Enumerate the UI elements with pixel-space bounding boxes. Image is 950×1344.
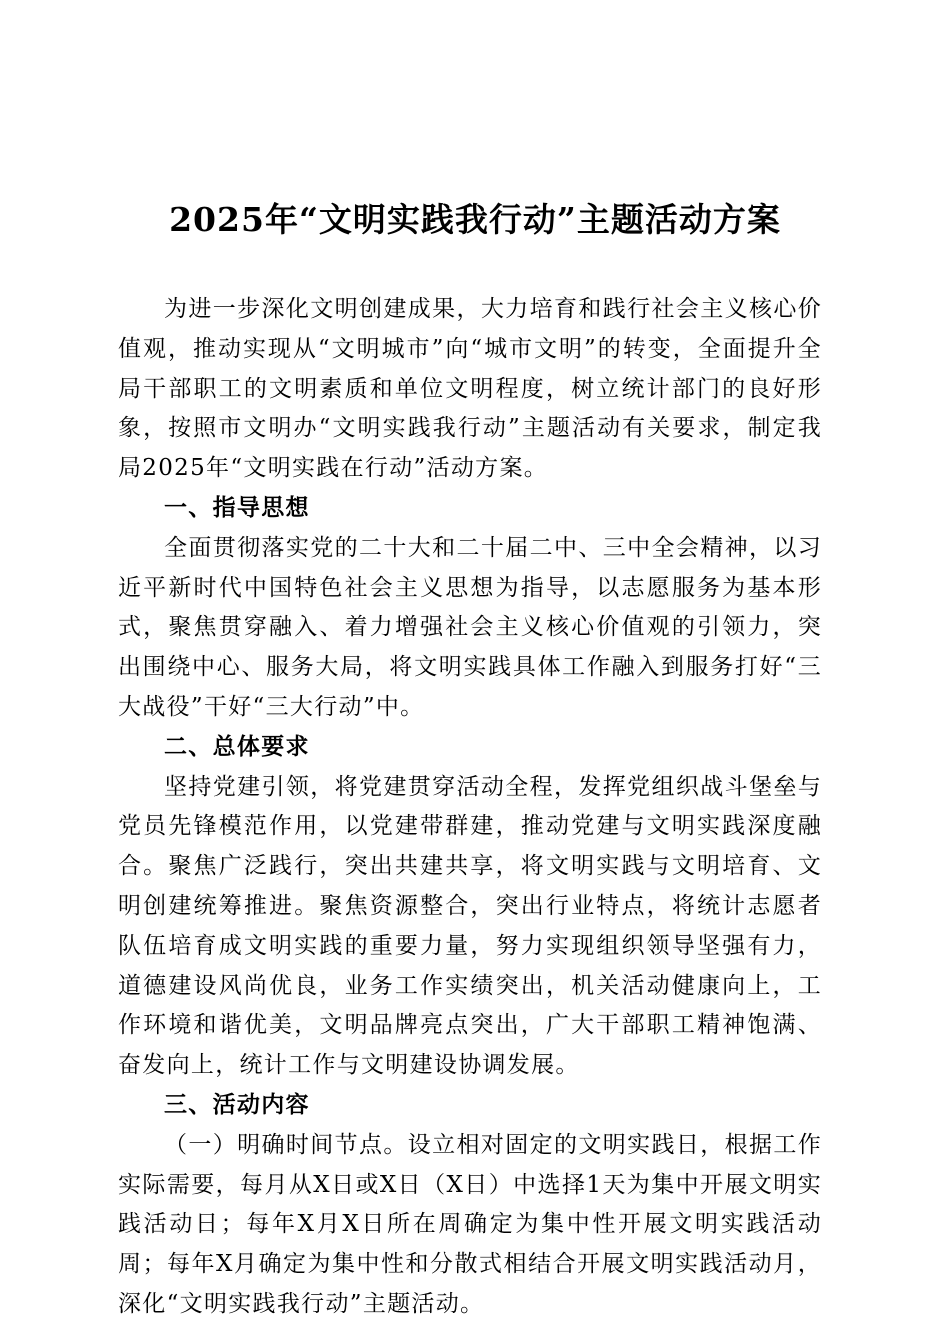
section-paragraph-guiding-ideology: 全面贯彻落实党的二十大和二十届二中、三中全会精神，以习近平新时代中国特色社会主义思想为指导，以志愿服务为基本形式，聚焦贯穿融入、着力增强社会主义核心价值观的引领力，突出围绕中心、服务大局，将文明实践具体工作融入到服务打好“三大战役”干好“三大行动”中。 (118, 534, 822, 720)
section-heading-guiding-ideology: 一、指导思想 (164, 494, 310, 521)
section-paragraph-general-requirements: 坚持党建引领，将党建贯穿活动全程，发挥党组织战斗堡垒与党员先锋模范作用，以党建带群建，推动党建与文明实践深度融合。聚焦广泛践行，突出共建共享，将文明实践与文明培育、文明创建统筹推进。聚焦资源整合，突出行业特点，将统计志愿者队伍培育成文明实践的重要力量，努力实现组织领导坚强有力，道德建设风尚优良，业务工作实绩突出，机关活动健康向上，工作环境和谐优美，文明品牌亮点突出，广大干部职工精神饱满、奋发向上，统计工作与文明建设协调发展。 (118, 773, 822, 1079)
section-paragraph-activity-content: （一）明确时间节点。设立相对固定的文明实践日，根据工作实际需要，每月从X日或X日（X日）中选择1天为集中开展文明实践活动日；每年X月X日所在周确定为集中性开展文明实践活动周；每年X月确定为集中性和分散式相结合开展文明实践活动月，深化“文明实践我行动”主题活动。 (118, 1131, 822, 1317)
intro-paragraph: 为进一步深化文明创建成果，大力培育和践行社会主义核心价值观，推动实现从“文明城市”向“城市文明”的转变，全面提升全局干部职工的文明素质和单位文明程度，树立统计部门的良好形象，按照市文明办“文明实践我行动”主题活动有关要求，制定我局2025年“文明实践在行动”活动方案。 (118, 296, 822, 482)
document-body (118, 290, 822, 1325)
section-heading-general-requirements: 二、总体要求 (164, 733, 310, 760)
section-heading-activity-content: 三、活动内容 (164, 1091, 310, 1118)
document-title: 2025年“文明实践我行动”主题活动方案 (169, 200, 781, 239)
